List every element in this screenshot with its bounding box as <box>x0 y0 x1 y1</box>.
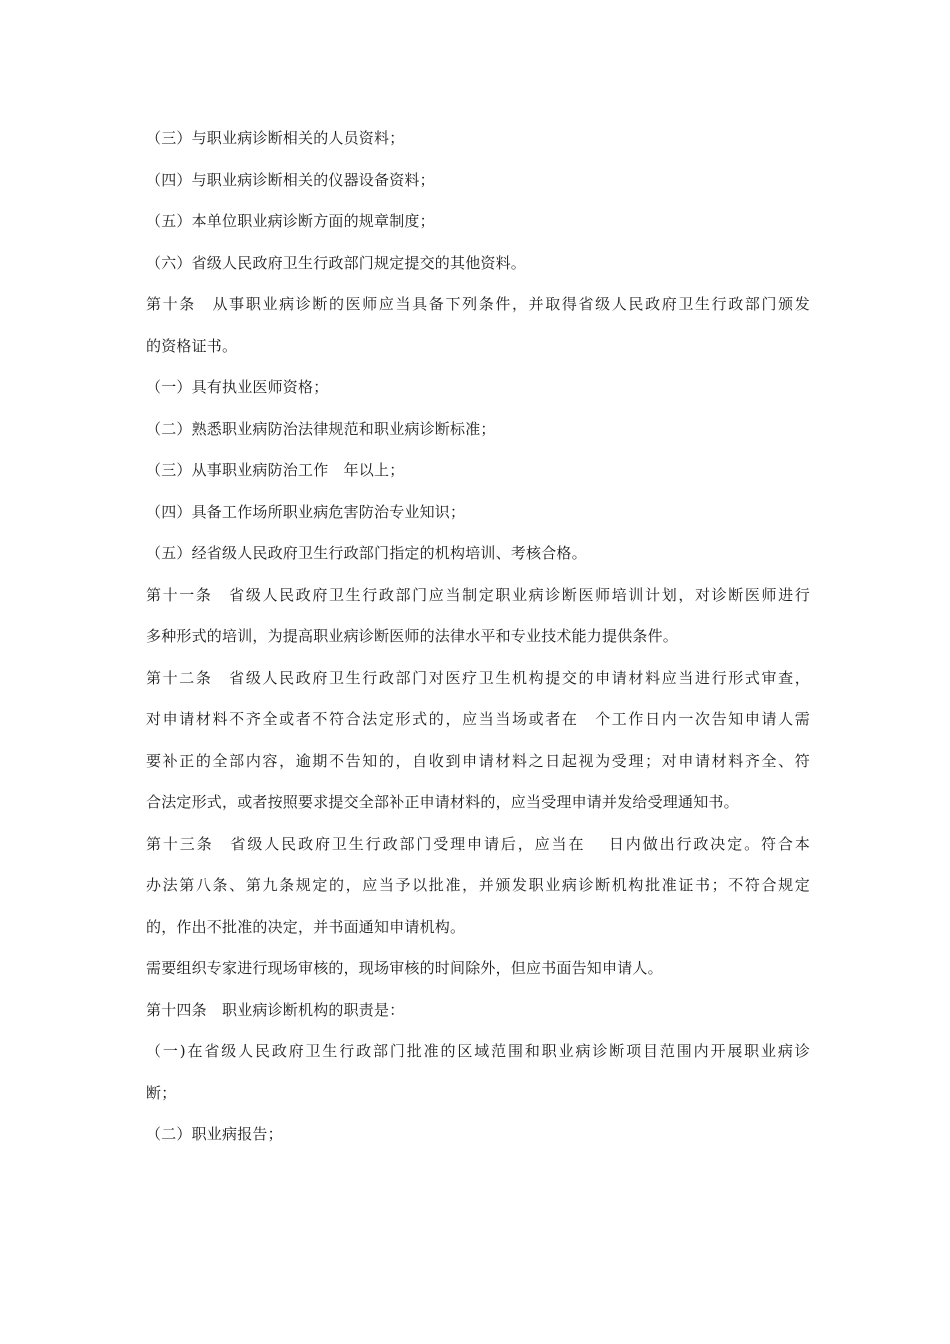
duty-2: （二）职业病报告； <box>146 1125 283 1143</box>
item-6-other-materials: （六）省级人民政府卫生行政部门规定提交的其他资料。 <box>146 253 527 272</box>
article-12-line-4: 合法定形式，或者按照要求提交全部补正申请材料的，应当受理申请并发给受理通知书。 <box>146 793 739 811</box>
duty-1-line-1: （一)在省级人民政府卫生行政部门批准的区域范围和职业病诊断项目范围内开展职业病诊 <box>146 1042 810 1060</box>
article-13-line-1: 第十三条 省级人民政府卫生行政部门受理申请后，应当在 日内做出行政决定。符合本 <box>146 834 810 853</box>
article-13-line-3: 的，作出不批准的决定，并书面通知申请机构。 <box>146 917 466 936</box>
article-13-line-2: 办法第八条、第九条规定的，应当予以批准，并颁发职业病诊断机构批准证书；不符合规定 <box>146 876 810 894</box>
article-11-line-1: 第十一条 省级人民政府卫生行政部门应当制定职业病诊断医师培训计划，对诊断医师进行 <box>146 585 810 604</box>
document-body <box>146 118 810 1156</box>
item-4-equipment: （四）与职业病诊断相关的仪器设备资料； <box>146 170 435 189</box>
article-10-line-2: 的资格证书。 <box>146 336 238 355</box>
article-12-line-2: 对申请材料不齐全或者不符合法定形式的，应当当场或者在 个工作日内一次告知申请人需 <box>146 710 810 728</box>
article-13-note: 需要组织专家进行现场审核的，现场审核的时间除外，但应书面告知申请人。 <box>146 959 663 977</box>
article-12-line-3: 要补正的全部内容，逾期不告知的，自收到申请材料之日起视为受理；对申请材料齐全、符 <box>146 751 810 770</box>
article-10-line-1: 第十条 从事职业病诊断的医师应当具备下列条件，并取得省级人民政府卫生行政部门颁发 <box>146 295 810 313</box>
condition-2: （二）熟悉职业病防治法律规范和职业病诊断标准； <box>146 419 496 438</box>
condition-3: （三）从事职业病防治工作 年以上； <box>146 461 405 479</box>
item-3-personnel: （三）与职业病诊断相关的人员资料； <box>146 129 405 147</box>
item-5-rules: （五）本单位职业病诊断方面的规章制度； <box>146 212 435 230</box>
article-11-line-2: 多种形式的培训，为提高职业病诊断医师的法律水平和专业技术能力提供条件。 <box>146 627 679 645</box>
article-14-heading: 第十四条 职业病诊断机构的职责是： <box>146 1000 405 1019</box>
condition-5: （五）经省级人民政府卫生行政部门指定的机构培训、考核合格。 <box>146 544 587 562</box>
condition-1: （一）具有执业医师资格； <box>146 378 329 396</box>
condition-4: （四）具备工作场所职业病危害防治专业知识； <box>146 502 466 521</box>
duty-1-line-2: 断； <box>146 1083 177 1102</box>
article-12-line-1: 第十二条 省级人民政府卫生行政部门对医疗卫生机构提交的申请材料应当进行形式审查， <box>146 668 810 687</box>
